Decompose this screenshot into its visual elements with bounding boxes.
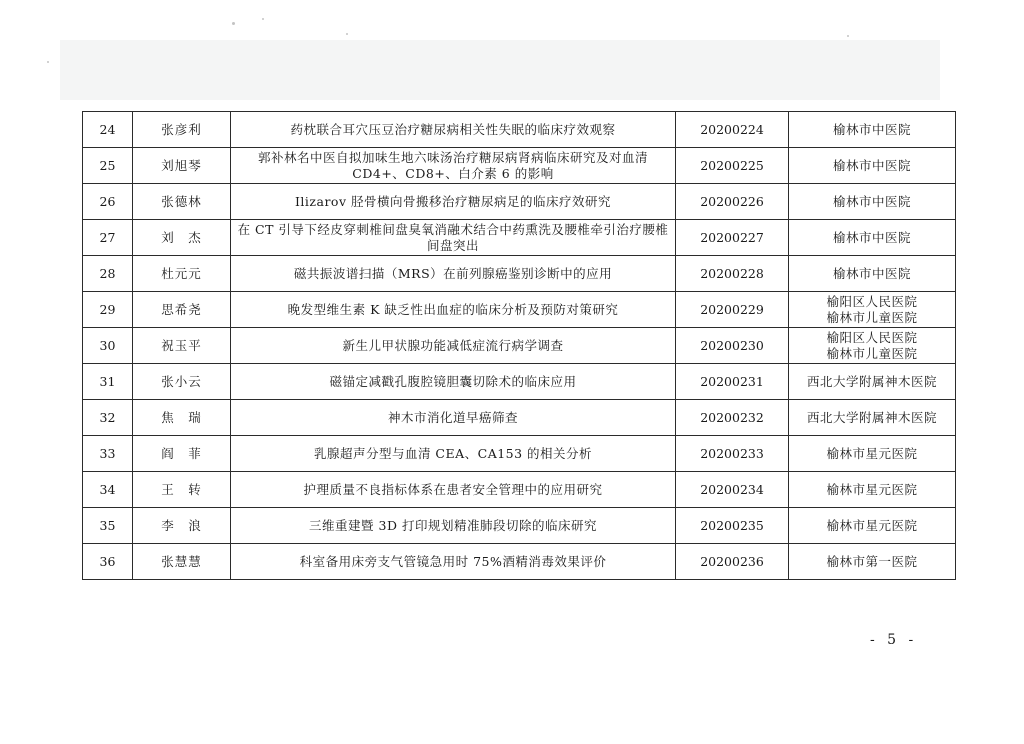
row-number-cell: 27 (83, 220, 133, 256)
institution-name: 榆林市第一医院 (826, 553, 918, 569)
table-row (83, 112, 956, 148)
table-row (83, 508, 956, 544)
project-title-cell: 新生儿甲状腺功能减低症流行病学调查 (231, 328, 676, 364)
project-title-cell: 磁锚定减戳孔腹腔镜胆囊切除术的临床应用 (231, 364, 676, 400)
institution-name: 榆林市儿童医院 (826, 309, 918, 325)
applicant-name-cell: 刘旭琴 (133, 148, 231, 184)
scan-speck (47, 61, 49, 63)
row-number-cell: 32 (83, 400, 133, 436)
institution-cell (789, 364, 956, 400)
institution-name: 榆林市中医院 (832, 193, 911, 209)
project-title-cell: 药枕联合耳穴压豆治疗糖尿病相关性失眠的临床疗效观察 (231, 112, 676, 148)
project-title-cell: 三维重建暨 3D 打印规划精准肺段切除的临床研究 (231, 508, 676, 544)
institution-name: 榆阳区人民医院 (826, 329, 918, 345)
institution-name: 西北大学附属神木医院 (806, 409, 937, 425)
applicant-name-cell: 祝玉平 (133, 328, 231, 364)
table-row (83, 256, 956, 292)
project-code-cell: 20200225 (676, 148, 789, 184)
institution-name: 榆林市星元医院 (826, 481, 918, 497)
applicant-name-cell: 张德林 (133, 184, 231, 220)
institution-cell (789, 112, 956, 148)
project-title-cell: 磁共振波谱扫描（MRS）在前列腺癌鉴别诊断中的应用 (231, 256, 676, 292)
row-number-cell: 26 (83, 184, 133, 220)
project-code-cell: 20200236 (676, 544, 789, 580)
table-row (83, 472, 956, 508)
institution-name: 榆林市中医院 (832, 265, 911, 281)
applicant-name-cell: 张小云 (133, 364, 231, 400)
institution-cell (789, 436, 956, 472)
row-number-cell: 33 (83, 436, 133, 472)
project-title-cell: 乳腺超声分型与血清 CEA、CA153 的相关分析 (231, 436, 676, 472)
applicant-name-cell: 杜元元 (133, 256, 231, 292)
project-code-cell: 20200230 (676, 328, 789, 364)
project-title-cell: 科室备用床旁支气管镜急用时 75%酒精消毒效果评价 (231, 544, 676, 580)
bleed-through-shade (60, 40, 940, 100)
institution-cell (789, 148, 956, 184)
scan-speck (232, 22, 235, 25)
scan-speck (847, 35, 849, 37)
project-title-cell: 护理质量不良指标体系在患者安全管理中的应用研究 (231, 472, 676, 508)
row-number-cell: 28 (83, 256, 133, 292)
project-title-cell: 晚发型维生素 K 缺乏性出血症的临床分析及预防对策研究 (231, 292, 676, 328)
applicant-name-cell: 阎 菲 (133, 436, 231, 472)
project-title-cell: 在 CT 引导下经皮穿刺椎间盘臭氧消融术结合中药熏洗及腰椎牵引治疗腰椎间盘突出 (231, 220, 676, 256)
table-row (83, 544, 956, 580)
institution-name: 榆林市中医院 (832, 157, 911, 173)
scan-speck (346, 33, 348, 35)
table-row (83, 148, 956, 184)
project-title-cell: 神木市消化道早癌筛查 (231, 400, 676, 436)
scan-speck (262, 18, 264, 20)
project-code-cell: 20200226 (676, 184, 789, 220)
row-number-cell: 35 (83, 508, 133, 544)
applicant-name-cell: 思希尧 (133, 292, 231, 328)
institution-cell (789, 472, 956, 508)
row-number-cell: 25 (83, 148, 133, 184)
row-number-cell: 36 (83, 544, 133, 580)
project-code-cell: 20200232 (676, 400, 789, 436)
row-number-cell: 29 (83, 292, 133, 328)
project-table (82, 111, 956, 580)
row-number-cell: 34 (83, 472, 133, 508)
row-number-cell: 30 (83, 328, 133, 364)
project-code-cell: 20200229 (676, 292, 789, 328)
table-row (83, 328, 956, 364)
project-code-cell: 20200234 (676, 472, 789, 508)
institution-cell (789, 508, 956, 544)
institution-name: 榆林市星元医院 (826, 517, 918, 533)
row-number-cell: 31 (83, 364, 133, 400)
applicant-name-cell: 刘 杰 (133, 220, 231, 256)
table-row (83, 292, 956, 328)
project-title-cell: 郭补林名中医自拟加味生地六味汤治疗糖尿病肾病临床研究及对血清 CD4+、CD8+、白介素 6 的影响 (231, 148, 676, 184)
institution-cell (789, 220, 956, 256)
table-row (83, 436, 956, 472)
institution-name: 榆林市中医院 (832, 229, 911, 245)
project-title-cell: Ilizarov 胫骨横向骨搬移治疗糖尿病足的临床疗效研究 (231, 184, 676, 220)
institution-name: 西北大学附属神木医院 (806, 373, 937, 389)
project-code-cell: 20200228 (676, 256, 789, 292)
row-number-cell: 24 (83, 112, 133, 148)
institution-cell (789, 184, 956, 220)
institution-cell (789, 256, 956, 292)
applicant-name-cell: 焦 瑞 (133, 400, 231, 436)
page-number: - 5 - (870, 632, 918, 648)
table-row (83, 220, 956, 256)
table-row (83, 364, 956, 400)
institution-cell (789, 400, 956, 436)
project-code-cell: 20200231 (676, 364, 789, 400)
project-code-cell: 20200235 (676, 508, 789, 544)
applicant-name-cell: 张慧慧 (133, 544, 231, 580)
institution-name: 榆阳区人民医院 (826, 293, 918, 309)
project-code-cell: 20200224 (676, 112, 789, 148)
institution-cell (789, 544, 956, 580)
project-code-cell: 20200227 (676, 220, 789, 256)
applicant-name-cell: 王 转 (133, 472, 231, 508)
applicant-name-cell: 张彦利 (133, 112, 231, 148)
institution-name: 榆林市儿童医院 (826, 345, 918, 361)
institution-name: 榆林市中医院 (832, 121, 911, 137)
institution-cell (789, 328, 956, 364)
institution-name: 榆林市星元医院 (826, 445, 918, 461)
project-code-cell: 20200233 (676, 436, 789, 472)
applicant-name-cell: 李 浪 (133, 508, 231, 544)
table-row (83, 184, 956, 220)
table-row (83, 400, 956, 436)
institution-cell (789, 292, 956, 328)
